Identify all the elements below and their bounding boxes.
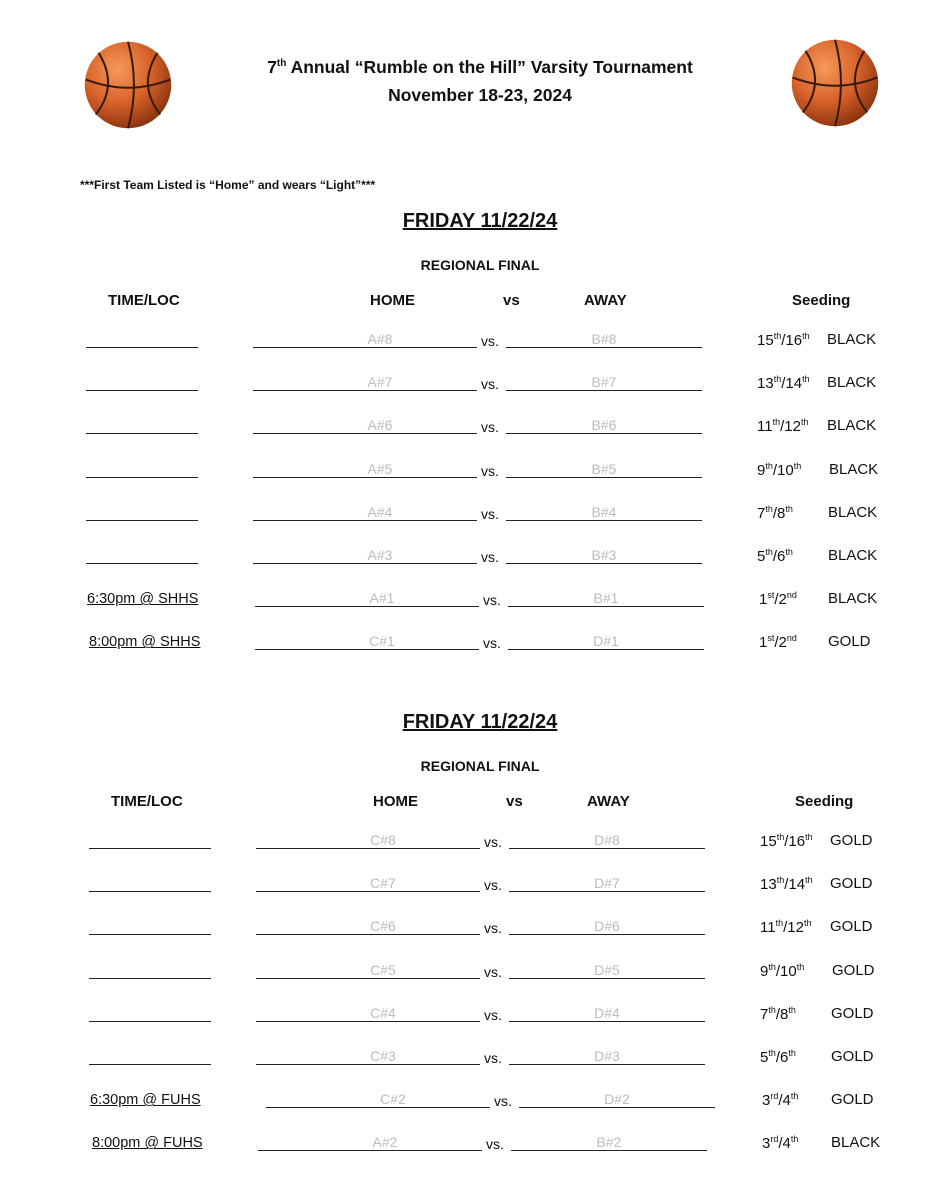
- away-team-line: [509, 978, 705, 979]
- seed-low-suffix: th: [788, 1048, 796, 1058]
- seed-low-suffix: nd: [786, 590, 797, 601]
- home-team-line: [258, 1150, 482, 1151]
- vs-label: vs.: [481, 419, 499, 436]
- tournament-dates: November 18-23, 2024: [388, 85, 572, 105]
- bracket-label: BLACK: [829, 460, 879, 478]
- seed-high: 9: [757, 461, 766, 479]
- home-team-note: ***First Team Listed is “Home” and wears “Light”***: [80, 178, 376, 192]
- home-team-line: [253, 390, 477, 391]
- home-team-placeholder: A#6: [367, 417, 393, 434]
- seed-high-suffix: th: [776, 875, 785, 886]
- column-header-home: HOME: [373, 793, 418, 810]
- seed-high-suffix: th: [773, 374, 782, 385]
- seed-high-suffix: rd: [770, 1134, 779, 1145]
- seed-high-suffix: th: [768, 961, 776, 972]
- game-time: 8:00pm @ FUHS: [92, 1135, 203, 1152]
- seed-high-suffix: th: [776, 832, 785, 842]
- seed-high-suffix: th: [775, 918, 784, 929]
- seed-low: /6: [775, 1049, 789, 1066]
- column-header-vs: vs: [503, 292, 520, 309]
- home-team-placeholder: C#3: [370, 1048, 396, 1064]
- bracket-label: BLACK: [827, 417, 877, 435]
- seed-low: /12: [783, 919, 804, 937]
- bracket-label: BLACK: [831, 1134, 881, 1152]
- away-team-line: [506, 433, 702, 434]
- away-team-placeholder: D#5: [594, 961, 620, 978]
- away-team-line: [506, 520, 702, 521]
- seed-high-suffix: th: [765, 503, 773, 514]
- home-team-line: [256, 1021, 480, 1022]
- vs-label: vs.: [486, 1136, 504, 1153]
- seeding-label: [757, 461, 801, 479]
- away-team-line: [509, 891, 705, 892]
- home-team-placeholder: A#3: [367, 547, 393, 563]
- seed-high-suffix: th: [768, 1004, 776, 1015]
- seed-low: /8: [775, 1005, 789, 1023]
- home-team-line: [253, 477, 477, 478]
- seed-low: /16: [781, 332, 803, 349]
- seed-low-suffix: th: [805, 875, 813, 886]
- bracket-label: GOLD: [830, 832, 873, 849]
- away-team-placeholder: B#1: [593, 590, 619, 607]
- home-team-line: [256, 848, 480, 849]
- away-team-placeholder: B#8: [591, 331, 617, 347]
- seed-high-suffix: th: [773, 331, 782, 341]
- time-blank-line: [86, 433, 198, 434]
- bracket-label: GOLD: [831, 1091, 874, 1109]
- seed-low-suffix: th: [788, 1004, 796, 1015]
- game-time: 8:00pm @ SHHS: [89, 634, 201, 651]
- vs-label: vs.: [481, 376, 499, 393]
- seed-low-suffix: th: [785, 547, 793, 557]
- column-header-time: TIME/LOC: [108, 292, 180, 309]
- seed-low: /16: [784, 833, 806, 850]
- basketball-icon: [789, 37, 881, 129]
- seed-low: /8: [772, 504, 786, 522]
- seeding-label: [760, 918, 811, 936]
- seed-high: 9: [760, 962, 769, 980]
- away-team-line: [506, 563, 702, 564]
- time-blank-line: [89, 891, 211, 892]
- away-team-placeholder: D#2: [604, 1091, 630, 1108]
- home-team-placeholder: A#4: [367, 503, 393, 520]
- seed-high: 3: [762, 1135, 771, 1153]
- home-team-placeholder: C#8: [370, 832, 396, 848]
- seed-high: 7: [760, 1005, 769, 1023]
- home-team-line: [255, 649, 479, 650]
- seed-low-suffix: th: [790, 1091, 799, 1102]
- home-team-placeholder: A#2: [372, 1134, 398, 1151]
- bracket-label: GOLD: [831, 1048, 874, 1065]
- column-header-away: AWAY: [584, 292, 627, 309]
- seed-high: 15: [757, 332, 774, 349]
- home-team-placeholder: C#4: [370, 1004, 396, 1021]
- home-team-line: [256, 891, 480, 892]
- seed-high-suffix: th: [772, 417, 781, 428]
- vs-label: vs.: [483, 635, 501, 652]
- away-team-placeholder: B#6: [591, 417, 617, 434]
- away-team-line: [506, 390, 702, 391]
- seeding-label: [760, 1005, 796, 1023]
- time-blank-line: [86, 563, 198, 564]
- seed-high: 5: [757, 548, 766, 565]
- seeding-label: [757, 374, 810, 392]
- away-team-placeholder: B#5: [591, 460, 617, 477]
- time-blank-line: [86, 390, 198, 391]
- away-team-line: [506, 477, 702, 478]
- tournament-title: 7th Annual “Rumble on the Hill” Varsity Tournament: [267, 57, 693, 77]
- time-blank-line: [86, 520, 198, 521]
- seed-low: /10: [775, 962, 797, 980]
- away-team-line: [509, 1021, 705, 1022]
- vs-label: vs.: [483, 592, 501, 609]
- column-header-seeding: Seeding: [792, 292, 851, 309]
- bracket-label: GOLD: [830, 918, 873, 936]
- seeding-label: [757, 417, 808, 435]
- vs-label: vs.: [481, 505, 499, 522]
- away-team-line: [511, 1150, 707, 1151]
- column-header-seeding: Seeding: [795, 793, 854, 810]
- column-header-vs: vs: [506, 793, 523, 810]
- seeding-label: [757, 504, 793, 522]
- seeding-label: [762, 1091, 798, 1109]
- column-header-time: TIME/LOC: [111, 793, 183, 810]
- bracket-label: BLACK: [827, 374, 877, 392]
- vs-label: vs.: [484, 920, 502, 937]
- home-team-placeholder: A#8: [367, 331, 393, 347]
- away-team-line: [509, 848, 705, 849]
- away-team-placeholder: D#3: [594, 1048, 620, 1064]
- home-team-placeholder: A#5: [367, 460, 393, 477]
- seeding-label: [757, 547, 793, 565]
- seed-low: /12: [780, 418, 801, 436]
- vs-label: vs.: [484, 963, 502, 980]
- home-team-line: [256, 1064, 480, 1065]
- column-header-home: HOME: [370, 292, 415, 309]
- day-heading: [0, 711, 948, 734]
- seed-low: /4: [778, 1135, 791, 1153]
- vs-label: vs.: [484, 834, 502, 850]
- time-blank-line: [86, 347, 198, 348]
- bracket-label: BLACK: [827, 331, 877, 348]
- bracket-label: BLACK: [828, 590, 878, 608]
- seed-high: 11: [757, 418, 773, 436]
- home-team-line: [256, 978, 480, 979]
- time-blank-line: [89, 848, 211, 849]
- game-time: 6:30pm @ FUHS: [90, 1092, 201, 1109]
- game-time: 6:30pm @ SHHS: [87, 591, 199, 608]
- day-heading: [0, 210, 948, 233]
- seed-low: /10: [772, 461, 794, 479]
- seed-low: /6: [772, 548, 786, 565]
- seed-low: /14: [781, 375, 803, 393]
- day-heading-text: FRIDAY 11/22/24: [402, 711, 558, 733]
- away-team-line: [509, 934, 705, 935]
- home-team-line: [253, 347, 477, 348]
- seeding-label: [760, 962, 804, 980]
- bracket-label: GOLD: [831, 1004, 874, 1022]
- vs-label: vs.: [494, 1093, 512, 1110]
- seeding-label: [760, 832, 813, 850]
- seed-high: 7: [757, 504, 766, 522]
- home-team-line: [256, 934, 480, 935]
- home-team-placeholder: C#2: [380, 1091, 406, 1108]
- seed-low-suffix: th: [802, 374, 810, 385]
- seed-low-suffix: th: [802, 331, 810, 341]
- seed-low-suffix: th: [785, 503, 793, 514]
- home-team-line: [253, 520, 477, 521]
- home-team-placeholder: C#1: [369, 633, 395, 650]
- seed-high: 3: [762, 1092, 771, 1110]
- seed-high-suffix: th: [765, 547, 773, 557]
- seed-high: 13: [757, 375, 774, 393]
- time-blank-line: [89, 1064, 211, 1065]
- seed-high-suffix: st: [767, 633, 775, 644]
- home-team-line: [255, 606, 479, 607]
- home-team-placeholder: A#1: [369, 590, 395, 607]
- vs-label: vs.: [481, 333, 499, 349]
- bracket-label: BLACK: [828, 547, 878, 564]
- bracket-label: BLACK: [828, 503, 878, 521]
- seeding-label: [759, 633, 797, 651]
- away-team-placeholder: D#7: [594, 875, 620, 892]
- home-team-placeholder: A#7: [367, 374, 393, 391]
- time-blank-line: [89, 934, 211, 935]
- day-heading-text: FRIDAY 11/22/24: [402, 210, 558, 232]
- seeding-label: [760, 875, 813, 893]
- away-team-placeholder: D#8: [594, 832, 620, 848]
- bracket-label: GOLD: [830, 875, 873, 893]
- seed-low: /2: [774, 634, 787, 652]
- home-team-placeholder: C#7: [370, 875, 396, 892]
- round-heading: REGIONAL FINAL: [420, 758, 540, 774]
- seed-low: /14: [784, 876, 806, 894]
- seed-high: 1: [759, 634, 768, 652]
- seed-low-suffix: th: [790, 1134, 799, 1145]
- seeding-label: [757, 331, 810, 349]
- away-team-placeholder: D#6: [594, 918, 620, 935]
- vs-label: vs.: [481, 462, 499, 479]
- seed-high: 15: [760, 833, 777, 850]
- seed-high: 1: [759, 591, 768, 609]
- away-team-line: [509, 1064, 705, 1065]
- seed-low-suffix: nd: [786, 633, 797, 644]
- seed-low-suffix: th: [805, 832, 813, 842]
- round-heading: REGIONAL FINAL: [420, 257, 540, 273]
- away-team-placeholder: D#1: [593, 633, 619, 650]
- seed-low-suffix: th: [800, 417, 809, 428]
- home-team-line: [253, 563, 477, 564]
- seed-low: /4: [778, 1092, 791, 1110]
- seeding-label: [762, 1134, 798, 1152]
- seed-high-suffix: st: [767, 590, 775, 601]
- seed-high: 13: [760, 876, 777, 894]
- home-team-placeholder: C#5: [370, 961, 396, 978]
- seed-high-suffix: rd: [770, 1091, 779, 1102]
- vs-label: vs.: [484, 877, 502, 894]
- away-team-placeholder: B#3: [591, 547, 617, 563]
- home-team-placeholder: C#6: [370, 918, 396, 935]
- vs-label: vs.: [484, 1050, 502, 1066]
- time-blank-line: [89, 978, 211, 979]
- away-team-placeholder: D#4: [594, 1004, 620, 1021]
- away-team-placeholder: B#2: [596, 1134, 622, 1151]
- seed-low-suffix: th: [803, 918, 812, 929]
- away-team-line: [508, 649, 704, 650]
- column-header-away: AWAY: [587, 793, 630, 810]
- home-team-line: [266, 1107, 490, 1108]
- away-team-line: [508, 606, 704, 607]
- bracket-label: GOLD: [832, 961, 875, 979]
- seed-high: 5: [760, 1049, 769, 1066]
- away-team-line: [519, 1107, 715, 1108]
- bracket-label: GOLD: [828, 633, 871, 651]
- seeding-label: [759, 590, 797, 608]
- seed-low-suffix: th: [796, 961, 805, 972]
- away-team-line: [506, 347, 702, 348]
- time-blank-line: [89, 1021, 211, 1022]
- away-team-placeholder: B#7: [591, 374, 617, 391]
- seed-low: /2: [774, 591, 787, 609]
- vs-label: vs.: [481, 549, 499, 565]
- away-team-placeholder: B#4: [591, 503, 617, 520]
- vs-label: vs.: [484, 1006, 502, 1023]
- home-team-line: [253, 433, 477, 434]
- time-blank-line: [86, 477, 198, 478]
- seed-low-suffix: th: [793, 460, 802, 471]
- seed-high-suffix: th: [765, 460, 773, 471]
- seed-high-suffix: th: [768, 1048, 776, 1058]
- seeding-label: [760, 1048, 796, 1066]
- seed-high: 11: [760, 919, 776, 937]
